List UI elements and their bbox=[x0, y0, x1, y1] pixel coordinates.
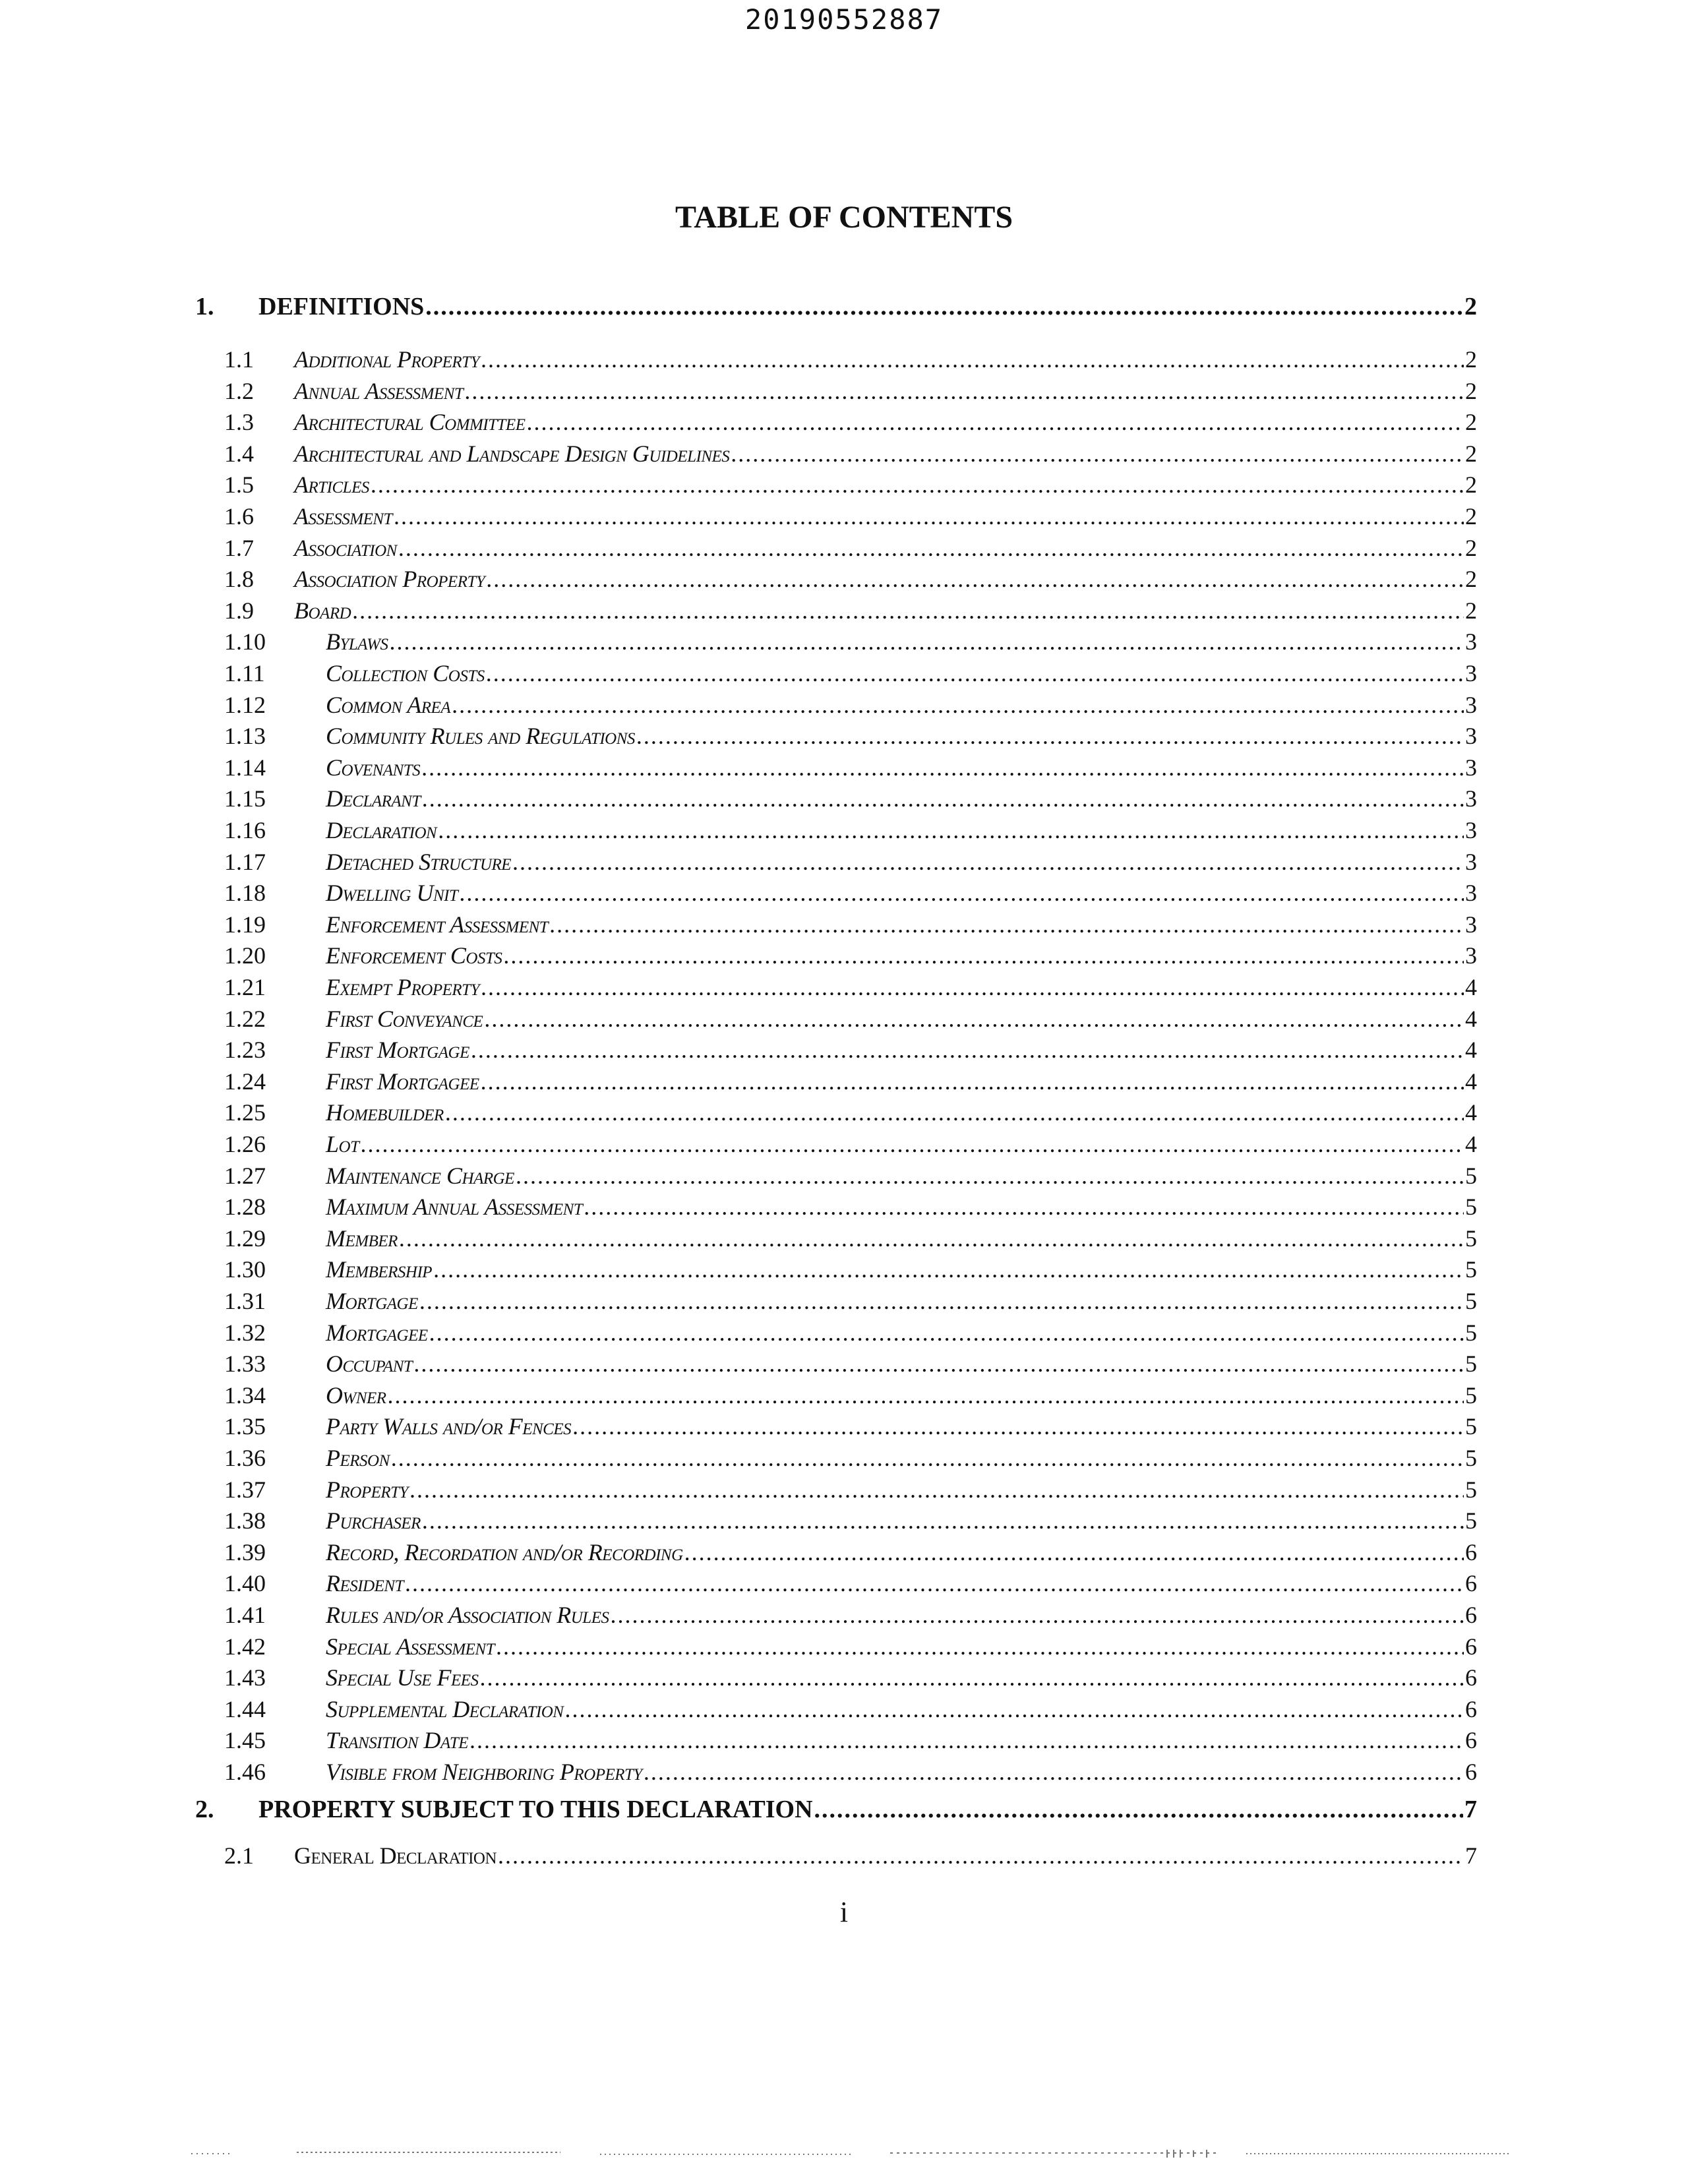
dot-leader bbox=[481, 973, 1464, 1001]
definition-title: Occupant bbox=[326, 1350, 413, 1378]
toc-definition-item bbox=[224, 659, 1477, 691]
toc-definition-item bbox=[224, 942, 1477, 973]
dot-leader bbox=[394, 502, 1464, 530]
definition-title: Purchaser bbox=[326, 1507, 421, 1534]
toc-article-2 bbox=[195, 1795, 1477, 1827]
toc-definition-item bbox=[224, 1726, 1477, 1758]
definition-title: Member bbox=[326, 1225, 398, 1252]
scan-artifact-strip bbox=[191, 2148, 1523, 2159]
dot-leader bbox=[480, 1664, 1464, 1691]
definition-title: Association bbox=[294, 534, 397, 561]
definition-number: 1.35 bbox=[224, 1413, 266, 1440]
section-number: 2.1 bbox=[224, 1842, 254, 1869]
definition-page: 3 bbox=[1465, 628, 1477, 655]
definition-page: 5 bbox=[1465, 1381, 1477, 1409]
definition-number: 1.32 bbox=[224, 1319, 266, 1346]
toc-definition-item bbox=[224, 754, 1477, 785]
toc-definition-item bbox=[224, 1162, 1477, 1194]
toc-definition-item bbox=[224, 1225, 1477, 1256]
dot-leader bbox=[471, 1036, 1464, 1064]
definition-number: 1.6 bbox=[224, 503, 254, 530]
definition-title: Owner bbox=[326, 1381, 386, 1409]
toc-definition-item bbox=[224, 722, 1477, 754]
definition-title: Lot bbox=[326, 1131, 359, 1157]
dot-leader bbox=[481, 1068, 1464, 1095]
toc-definition-item bbox=[224, 1036, 1477, 1068]
definition-title: Mortgagee bbox=[326, 1319, 428, 1346]
definition-number: 1.28 bbox=[224, 1194, 266, 1221]
definition-number: 1.10 bbox=[224, 628, 266, 655]
toc-definition-item bbox=[224, 502, 1477, 534]
dot-leader bbox=[389, 628, 1464, 655]
definition-number: 1.20 bbox=[224, 942, 266, 969]
definition-page: 3 bbox=[1465, 848, 1477, 875]
definition-number: 1.22 bbox=[224, 1005, 266, 1032]
definition-number: 1.4 bbox=[224, 440, 254, 467]
definition-page: 5 bbox=[1465, 1256, 1477, 1283]
definition-number: 1.27 bbox=[224, 1162, 266, 1189]
definition-page: 4 bbox=[1465, 1037, 1477, 1064]
definition-page: 2 bbox=[1465, 534, 1477, 561]
dot-leader bbox=[481, 346, 1464, 373]
definition-page: 4 bbox=[1465, 974, 1477, 1000]
definition-title: Membership bbox=[326, 1256, 433, 1283]
definition-page: 5 bbox=[1465, 1225, 1477, 1252]
toc-definition-item bbox=[224, 1633, 1477, 1664]
dot-leader bbox=[644, 1758, 1464, 1786]
dot-leader bbox=[636, 722, 1464, 750]
definition-page: 3 bbox=[1465, 785, 1477, 812]
definition-title: Exempt Property bbox=[326, 974, 479, 1000]
definition-number: 1.39 bbox=[224, 1538, 266, 1565]
dot-leader bbox=[425, 292, 1463, 321]
toc-definition-item bbox=[224, 1601, 1477, 1633]
definition-page: 5 bbox=[1465, 1350, 1477, 1378]
definition-page: 6 bbox=[1465, 1602, 1477, 1628]
toc-definition-item bbox=[224, 1350, 1477, 1381]
definition-page: 5 bbox=[1465, 1445, 1477, 1471]
toc-definition-item bbox=[224, 1695, 1477, 1727]
definition-title: Supplemental Declaration bbox=[326, 1695, 564, 1722]
dot-leader bbox=[469, 1726, 1464, 1754]
dot-leader bbox=[360, 1130, 1464, 1158]
definition-number: 1.41 bbox=[224, 1602, 266, 1628]
dot-leader bbox=[391, 1444, 1464, 1472]
definition-title: Annual Assessment bbox=[294, 377, 464, 404]
definition-page: 3 bbox=[1465, 754, 1477, 781]
definition-page: 4 bbox=[1465, 1099, 1477, 1126]
definition-number: 1.3 bbox=[224, 409, 254, 436]
definition-title: Maintenance Charge bbox=[326, 1162, 514, 1189]
dot-leader bbox=[496, 1633, 1464, 1660]
definition-page: 4 bbox=[1465, 1005, 1477, 1032]
definition-number: 1.16 bbox=[224, 817, 266, 843]
dot-leader bbox=[484, 1005, 1464, 1033]
definition-number: 1.11 bbox=[224, 660, 265, 686]
toc-definition-item bbox=[224, 911, 1477, 942]
definition-title: Additional Property bbox=[294, 346, 479, 373]
article-number: 1. bbox=[195, 293, 214, 320]
definition-number: 1.2 bbox=[224, 377, 254, 404]
definition-title: Common Area bbox=[326, 691, 451, 718]
definition-title: Maximum Annual Assessment bbox=[326, 1194, 583, 1221]
definition-number: 1.23 bbox=[224, 1037, 266, 1064]
definition-number: 1.44 bbox=[224, 1695, 266, 1722]
definition-number: 1.13 bbox=[224, 723, 266, 750]
dot-leader bbox=[419, 1287, 1464, 1315]
definition-page: 6 bbox=[1465, 1570, 1477, 1597]
definition-number: 1.33 bbox=[224, 1350, 266, 1378]
document-number: 20190552887 bbox=[744, 3, 944, 36]
dot-leader bbox=[512, 848, 1464, 876]
dot-leader bbox=[464, 377, 1464, 405]
article-page: 2 bbox=[1464, 293, 1477, 320]
toc-definition-item bbox=[224, 879, 1477, 911]
definition-number: 1.30 bbox=[224, 1256, 266, 1283]
toc-definition-item bbox=[224, 973, 1477, 1005]
definition-number: 1.9 bbox=[224, 597, 254, 624]
definition-number: 1.17 bbox=[224, 848, 266, 875]
definition-title: Special Assessment bbox=[326, 1633, 495, 1660]
toc-definition-item bbox=[224, 408, 1477, 440]
definition-page: 2 bbox=[1465, 566, 1477, 593]
toc-definition-item bbox=[224, 1130, 1477, 1162]
dot-leader bbox=[564, 1695, 1464, 1723]
dot-leader bbox=[422, 1507, 1464, 1534]
article-title: PROPERTY SUBJECT TO THIS DECLARATION bbox=[258, 1796, 813, 1823]
dot-leader bbox=[549, 911, 1464, 938]
dot-leader bbox=[584, 1193, 1464, 1221]
definition-page: 4 bbox=[1465, 1068, 1477, 1095]
definition-page: 6 bbox=[1465, 1633, 1477, 1660]
definition-title: Special Use Fees bbox=[326, 1664, 479, 1691]
dot-leader bbox=[438, 816, 1464, 844]
section-page: 7 bbox=[1465, 1842, 1477, 1869]
toc-definition-item bbox=[224, 377, 1477, 409]
definition-title: Articles bbox=[294, 471, 369, 499]
toc-definition-item bbox=[224, 440, 1477, 471]
toc-definition-item bbox=[224, 848, 1477, 880]
definition-page: 2 bbox=[1465, 471, 1477, 499]
dot-leader bbox=[572, 1412, 1464, 1440]
definition-number: 1.34 bbox=[224, 1381, 266, 1409]
definition-title: Record, Recordation and/or Recording bbox=[326, 1538, 683, 1565]
definition-number: 1.37 bbox=[224, 1476, 266, 1503]
toc-definition-item bbox=[224, 1005, 1477, 1037]
toc-definition-item bbox=[224, 1381, 1477, 1413]
toc-definition-item bbox=[224, 691, 1477, 723]
toc-definition-item bbox=[224, 785, 1477, 816]
definition-page: 2 bbox=[1465, 503, 1477, 530]
toc-definition-item bbox=[224, 1068, 1477, 1099]
definition-page: 6 bbox=[1465, 1759, 1477, 1785]
definition-title: Covenants bbox=[326, 754, 421, 781]
toc-definition-item bbox=[224, 1476, 1477, 1507]
definition-page: 6 bbox=[1465, 1695, 1477, 1722]
definition-page: 5 bbox=[1465, 1288, 1477, 1314]
definition-page: 2 bbox=[1465, 377, 1477, 404]
article-number: 2. bbox=[195, 1796, 214, 1823]
definition-number: 1.24 bbox=[224, 1068, 266, 1095]
definition-number: 1.5 bbox=[224, 471, 254, 499]
definition-number: 1.26 bbox=[224, 1131, 266, 1157]
definition-page: 3 bbox=[1465, 691, 1477, 718]
definition-page: 5 bbox=[1465, 1162, 1477, 1189]
definition-title: Transition Date bbox=[326, 1727, 469, 1754]
dot-leader bbox=[452, 691, 1464, 719]
definition-title: Enforcement Costs bbox=[326, 942, 502, 969]
definition-page: 3 bbox=[1465, 723, 1477, 750]
toc-definition-item bbox=[224, 816, 1477, 848]
definition-number: 1.12 bbox=[224, 691, 266, 718]
dot-leader bbox=[429, 1319, 1464, 1347]
definition-page: 5 bbox=[1465, 1194, 1477, 1221]
definition-number: 1.36 bbox=[224, 1445, 266, 1471]
toc-article-1 bbox=[195, 292, 1477, 324]
dot-leader bbox=[610, 1601, 1464, 1629]
definition-number: 1.29 bbox=[224, 1225, 266, 1252]
definition-title: First Mortgagee bbox=[326, 1068, 479, 1095]
definition-number: 1.15 bbox=[224, 785, 266, 812]
dot-leader bbox=[526, 408, 1464, 436]
definition-title: Visible from Neighboring Property bbox=[326, 1759, 642, 1785]
toc-definition-item bbox=[224, 1758, 1477, 1790]
definition-title: Bylaws bbox=[326, 628, 388, 655]
definition-number: 1.21 bbox=[224, 974, 266, 1000]
dot-leader bbox=[445, 1099, 1464, 1126]
dot-leader bbox=[405, 1569, 1464, 1597]
toc-definition-item bbox=[224, 1444, 1477, 1476]
definition-title: Collection Costs bbox=[326, 660, 485, 686]
definition-title: Rules and/or Association Rules bbox=[326, 1602, 609, 1628]
dot-leader bbox=[371, 471, 1464, 499]
toc-definition-item bbox=[224, 471, 1477, 502]
page-number: i bbox=[839, 1896, 849, 1928]
definition-title: First Mortgage bbox=[326, 1037, 469, 1064]
toc-definition-item bbox=[224, 534, 1477, 566]
definition-number: 1.25 bbox=[224, 1099, 266, 1126]
toc-definition-item bbox=[224, 1664, 1477, 1695]
dot-leader bbox=[398, 534, 1464, 562]
dot-leader bbox=[421, 754, 1464, 781]
definition-page: 2 bbox=[1465, 409, 1477, 436]
section-title: General Declaration bbox=[294, 1842, 497, 1869]
definition-title: Mortgage bbox=[326, 1288, 418, 1314]
definition-title: Resident bbox=[326, 1570, 404, 1597]
definition-page: 6 bbox=[1465, 1727, 1477, 1754]
definition-title: Dwelling Unit bbox=[326, 880, 458, 907]
definition-page: 5 bbox=[1465, 1507, 1477, 1534]
definition-title: Homebuilder bbox=[326, 1099, 444, 1126]
definition-number: 1.1 bbox=[224, 346, 254, 373]
definition-number: 1.43 bbox=[224, 1664, 266, 1691]
definition-number: 1.18 bbox=[224, 880, 266, 907]
definition-page: 5 bbox=[1465, 1476, 1477, 1503]
definition-page: 3 bbox=[1465, 942, 1477, 969]
dot-leader bbox=[486, 565, 1464, 593]
dot-leader bbox=[498, 1842, 1464, 1869]
toc-definition-item bbox=[224, 1256, 1477, 1287]
definition-title: Enforcement Assessment bbox=[326, 911, 549, 938]
dot-leader bbox=[459, 879, 1464, 907]
article-page: 7 bbox=[1464, 1796, 1477, 1823]
dot-leader bbox=[352, 597, 1464, 624]
definition-title: Property bbox=[326, 1476, 408, 1503]
definition-page: 3 bbox=[1465, 880, 1477, 907]
toc-definition-item bbox=[224, 346, 1477, 377]
definition-title: First Conveyance bbox=[326, 1005, 483, 1032]
dot-leader bbox=[409, 1476, 1464, 1503]
dot-leader bbox=[433, 1256, 1464, 1283]
dot-leader bbox=[422, 785, 1464, 812]
definition-page: 6 bbox=[1465, 1664, 1477, 1691]
definition-number: 1.7 bbox=[224, 534, 254, 561]
dot-leader bbox=[516, 1162, 1464, 1190]
definition-page: 5 bbox=[1465, 1319, 1477, 1346]
definition-title: Board bbox=[294, 597, 351, 624]
definition-title: Architectural and Landscape Design Guidelines bbox=[294, 440, 730, 467]
toc-definition-item bbox=[224, 1193, 1477, 1225]
definition-title: Declarant bbox=[326, 785, 421, 812]
definition-page: 3 bbox=[1465, 660, 1477, 686]
definition-page: 2 bbox=[1465, 346, 1477, 373]
toc-definition-item bbox=[224, 1538, 1477, 1570]
definition-number: 1.8 bbox=[224, 566, 254, 593]
definition-page: 3 bbox=[1465, 817, 1477, 843]
toc-definition-item bbox=[224, 1569, 1477, 1601]
definition-page: 2 bbox=[1465, 440, 1477, 467]
dot-leader bbox=[503, 942, 1464, 969]
definition-number: 1.14 bbox=[224, 754, 266, 781]
definition-page: 2 bbox=[1465, 597, 1477, 624]
dot-leader bbox=[413, 1350, 1464, 1378]
definition-number: 1.31 bbox=[224, 1288, 266, 1314]
toc-title: TABLE OF CONTENTS bbox=[675, 200, 1013, 235]
toc-section-2-1 bbox=[224, 1842, 1477, 1873]
dot-leader bbox=[486, 659, 1464, 687]
toc-definition-item bbox=[224, 1319, 1477, 1350]
dot-leader bbox=[814, 1795, 1463, 1824]
definition-page: 5 bbox=[1465, 1413, 1477, 1440]
definition-title: Community Rules and Regulations bbox=[326, 723, 635, 750]
toc-definition-item bbox=[224, 597, 1477, 628]
dot-leader bbox=[399, 1225, 1464, 1252]
toc-definition-item bbox=[224, 1099, 1477, 1130]
definition-number: 1.19 bbox=[224, 911, 266, 938]
dot-leader bbox=[684, 1538, 1464, 1566]
definition-title: Assessment bbox=[294, 503, 392, 530]
toc-definition-item bbox=[224, 1507, 1477, 1538]
toc-definition-item bbox=[224, 628, 1477, 659]
toc-definition-item bbox=[224, 1412, 1477, 1444]
definition-title: Architectural Committee bbox=[294, 409, 526, 436]
article-title: DEFINITIONS bbox=[258, 293, 425, 320]
definition-page: 6 bbox=[1465, 1538, 1477, 1565]
definition-title: Party Walls and/or Fences bbox=[326, 1413, 572, 1440]
definition-number: 1.38 bbox=[224, 1507, 266, 1534]
definition-number: 1.42 bbox=[224, 1633, 266, 1660]
dot-leader bbox=[388, 1381, 1464, 1409]
definition-title: Person bbox=[326, 1445, 390, 1471]
definition-number: 1.46 bbox=[224, 1759, 266, 1785]
dot-leader bbox=[731, 440, 1464, 468]
definition-title: Declaration bbox=[326, 817, 437, 843]
definition-number: 1.45 bbox=[224, 1727, 266, 1754]
definition-title: Detached Structure bbox=[326, 848, 512, 875]
toc-definition-item bbox=[224, 1287, 1477, 1319]
definition-number: 1.40 bbox=[224, 1570, 266, 1597]
toc-definition-item bbox=[224, 565, 1477, 597]
definition-page: 4 bbox=[1465, 1131, 1477, 1157]
definition-page: 3 bbox=[1465, 911, 1477, 938]
definition-title: Association Property bbox=[294, 566, 485, 593]
